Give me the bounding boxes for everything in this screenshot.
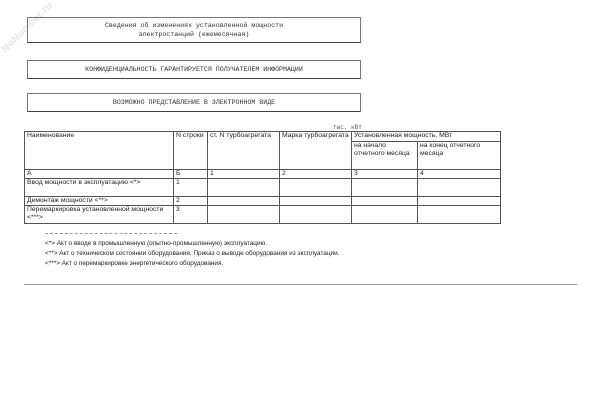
header-name: Наименование xyxy=(25,132,174,170)
code-cell: А xyxy=(25,170,174,179)
confidentiality-text: КОНФИДЕНЦИАЛЬНОСТЬ ГАРАНТИРУЕТСЯ ПОЛУЧАТЕЛЕМ ИНФОРМАЦИИ xyxy=(85,66,303,73)
header-station-no: ст. N турбоагрегата xyxy=(208,132,280,170)
row-name: Демонтаж мощности <**> xyxy=(25,197,174,206)
form-title-box xyxy=(27,17,361,43)
header-end: на конец отчетного месяца xyxy=(418,142,501,170)
code-cell: 2 xyxy=(280,170,352,179)
code-cell: 1 xyxy=(208,170,280,179)
cell xyxy=(208,179,280,197)
cell xyxy=(352,179,418,197)
capacity-table xyxy=(24,131,501,224)
cell xyxy=(208,197,280,206)
code-cell: Б xyxy=(174,170,208,179)
row-name: Перемаркировка установленной мощности <***> xyxy=(25,206,174,224)
header-brand: Марка турбоагрегата xyxy=(280,132,352,170)
unit-label: тыс. кВт xyxy=(333,124,362,131)
cell xyxy=(280,197,352,206)
row-no: 3 xyxy=(174,206,208,224)
cell xyxy=(280,206,352,224)
code-cell: 4 xyxy=(418,170,501,179)
header-start: на начало отчетного месяца xyxy=(352,142,418,170)
table-row xyxy=(25,206,501,224)
row-name: Ввод мощности в эксплуатацию <*> xyxy=(25,179,174,197)
watermark: NoNumber.ru xyxy=(0,0,55,55)
bottom-divider xyxy=(24,284,577,285)
footnote-3: <***> Акт о перемаркировке энергетического оборудования. xyxy=(45,260,224,267)
cell xyxy=(280,179,352,197)
row-no: 2 xyxy=(174,197,208,206)
cell xyxy=(352,197,418,206)
cell xyxy=(418,197,501,206)
form-title-line1: Сведения об изменениях установленной мощности xyxy=(104,22,284,29)
code-cell: 3 xyxy=(352,170,418,179)
cell xyxy=(208,206,280,224)
cell xyxy=(418,206,501,224)
footnote-1: <*> Акт о вводе в промышленную (опытно-промышленную) эксплуатацию. xyxy=(45,240,268,247)
cell xyxy=(418,179,501,197)
cell xyxy=(352,206,418,224)
form-title-line2: электростанций (ежемесячная) xyxy=(138,31,250,38)
electronic-text: ВОЗМОЖНО ПРЕДСТАВЛЕНИЕ В ЭЛЕКТРОННОМ ВИДЕ xyxy=(112,99,276,106)
table-row xyxy=(25,179,501,197)
code-row xyxy=(25,170,501,179)
footnote-separator xyxy=(45,233,177,234)
confidentiality-box xyxy=(27,60,361,79)
table-row xyxy=(25,197,501,206)
electronic-box xyxy=(27,93,361,112)
header-capacity: Установленная мощность, МВт xyxy=(352,132,501,142)
row-no: 1 xyxy=(174,179,208,197)
header-row-no: N строки xyxy=(174,132,208,170)
footnote-2: <**> Акт о техническом состоянии оборудования, Приказ о выводе оборудования из эксплуатации. xyxy=(45,250,340,257)
